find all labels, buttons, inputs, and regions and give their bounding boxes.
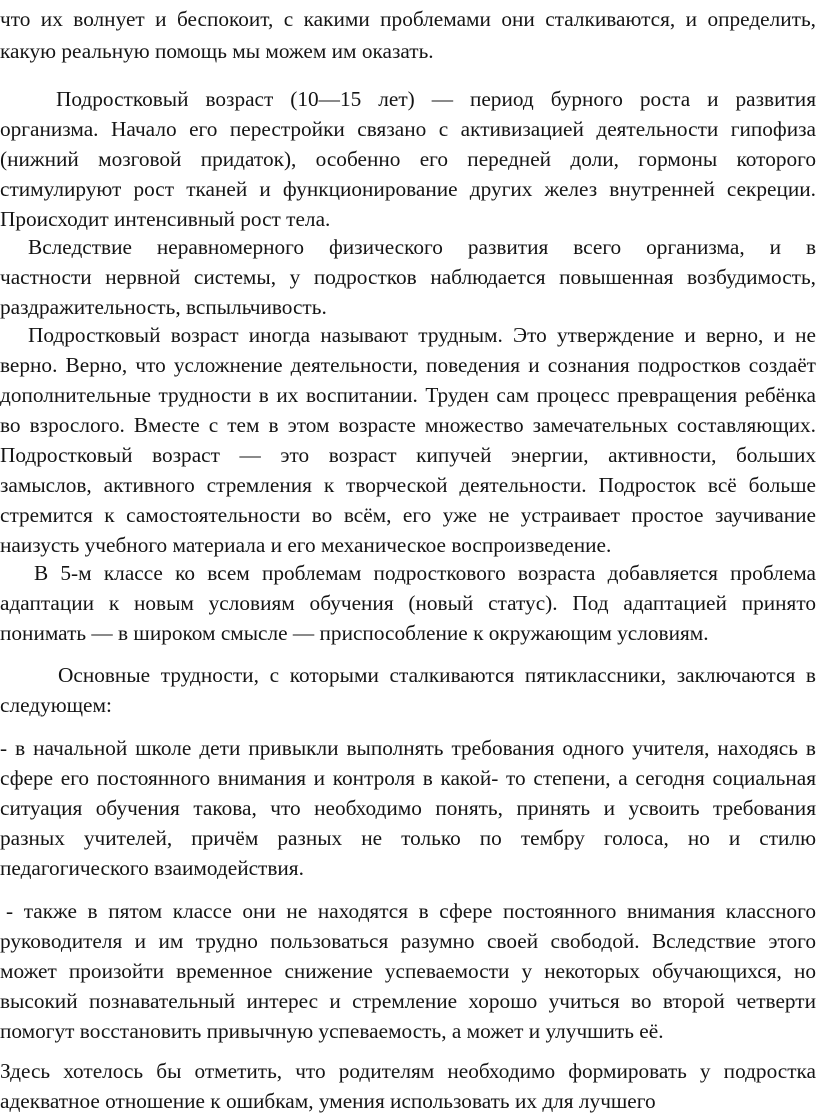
text-line: может произойти временное снижение успеваемости у некоторых обучающихся, но [0, 959, 816, 983]
text-line: Происходит интенсивный рост тела. [0, 207, 331, 231]
text-line: стимулируют рост тканей и функционирование других желез внутренней секреции. [0, 177, 816, 201]
text-line: высокий познавательный интерес и стремление хорошо учиться во второй четверти [0, 989, 816, 1013]
text-line: во взрослого. Вместе с тем в этом возрасте множество замечательных составляющих. [0, 413, 816, 437]
text-line: Здесь хотелось бы отметить, что родителям необходимо формировать у подростка [0, 1059, 816, 1083]
text-line: понимать — в широком смысле — приспособление к окружающим условиям. [0, 621, 709, 645]
text-line: ситуация обучения такова, что необходимо понять, принять и усвоить требования [0, 796, 816, 820]
text-line: адекватное отношение к ошибкам, умения использовать их для лучшего [0, 1089, 656, 1113]
text-line: адаптации к новым условиям обучения (новый статус). Под адаптацией принято [0, 591, 816, 615]
text-line: педагогического взаимодействия. [0, 856, 304, 880]
text-line: - в начальной школе дети привыкли выполнять требования одного учителя, находясь в [0, 736, 816, 760]
text-line: дополнительные трудности в их воспитании. Труден сам процесс превращения ребёнка [0, 383, 816, 407]
text-line: Подростковый возраст (10—15 лет) — период бурного роста и развития [56, 87, 816, 111]
text-line: наизусть учебного материала и его механическое воспроизведение. [0, 533, 612, 557]
text-line: руководителя и им трудно пользоваться разумно своей свободой. Вследствие этого [0, 929, 816, 953]
text-line: что их волнует и беспокоит, с какими проблемами они сталкиваются, и определить, [0, 7, 816, 31]
text-line: следующем: [0, 693, 112, 717]
text-line: Подростковый возраст иногда называют трудным. Это утверждение и верно, и не [28, 323, 816, 347]
text-line: организма. Начало его перестройки связано с активизацией деятельности гипофиза [0, 117, 816, 141]
text-line: Подростковый возраст — это возраст кипучей энергии, активности, больших [0, 443, 816, 467]
text-line: раздражительность, вспыльчивость. [0, 295, 327, 319]
text-line: замыслов, активного стремления к творческой деятельности. Подросток всё больше [0, 473, 816, 497]
text-line: В 5-м классе ко всем проблемам подросткового возраста добавляется проблема [34, 561, 816, 585]
text-line: верно. Верно, что усложнение деятельности, поведения и сознания подростков создаёт [0, 353, 816, 377]
text-line: сфере его постоянного внимания и контроля в какой- то степени, а сегодня социальная [0, 766, 816, 790]
text-line: - также в пятом классе они не находятся в сфере постоянного внимания классного [6, 899, 816, 923]
text-line: разных учителей, причём разных не только по тембру голоса, но и стилю [0, 826, 816, 850]
text-line: какую реальную помощь мы можем им оказать. [0, 39, 434, 63]
text-line: помогут восстановить привычную успеваемость, а может и улучшить её. [0, 1019, 664, 1043]
text-line: частности нервной системы, у подростков наблюдается повышенная возбудимость, [0, 265, 816, 289]
text-line: Основные трудности, с которыми сталкиваются пятиклассники, заключаются в [58, 663, 816, 687]
text-line: Вследствие неравномерного физического развития всего организма, и в [28, 235, 816, 259]
text-line: (нижний мозговой придаток), особенно его передней доли, гормоны которого [0, 147, 816, 171]
text-line: стремится к самостоятельности во всём, его уже не устраивает простое заучивание [0, 503, 816, 527]
